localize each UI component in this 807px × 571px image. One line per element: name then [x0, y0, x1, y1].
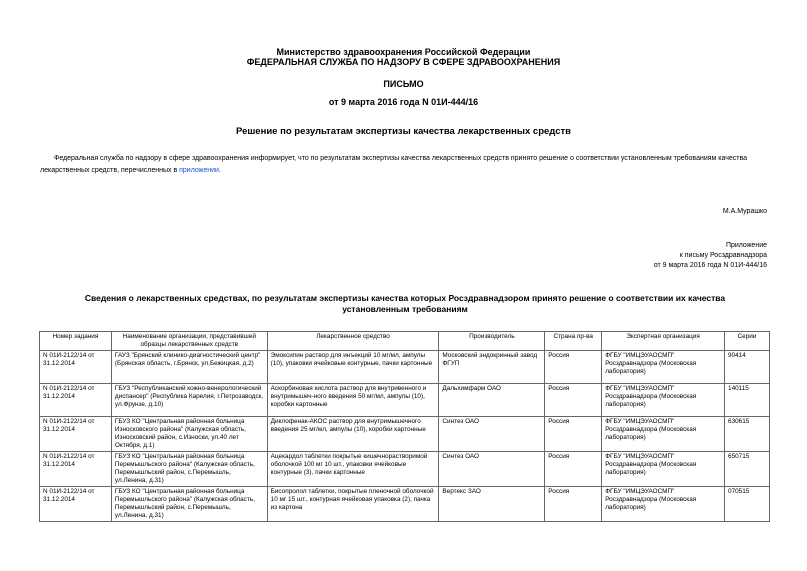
- cell-manufacturer: Московский эндокринный завод ФГУП: [439, 351, 545, 384]
- cell-medicine: Ацекардол таблетки покрытые кишечнорастворимой оболочкой 100 мг 10 шт., упаковки ячейковые контурные (3), пачки картонные: [267, 452, 439, 487]
- cell-series: 630615: [725, 417, 770, 452]
- body-paragraph: [40, 153, 770, 177]
- cell-expert-org: ФГБУ "ИМЦЭУАОСМП" Росздравнадзора (Московская лаборатория): [602, 351, 725, 384]
- cell-organization: ГБУЗ КО "Центральная районная больница Износковского района" (Калужская область, Износковский район, с.Износки, ул.40 лет Октября, д.1): [111, 417, 267, 452]
- cell-manufacturer: Синтез ОАО: [439, 417, 545, 452]
- appendix-line3: от 9 марта 2016 года N 01И-444/16: [653, 262, 767, 269]
- table-title: Сведения о лекарственных средствах, по результатам экспертизы качества которых Росздравнадзором принято решение о соответствии их качества установленным требованиям: [84, 293, 726, 314]
- appendix-line1: Приложение: [725, 242, 767, 249]
- signature: М.А.Мурашко: [722, 208, 767, 215]
- cell-expert-org: ФГБУ "ИМЦЭУАОСМП" Росздравнадзора (Московская лаборатория): [602, 487, 725, 522]
- table-row: [40, 487, 770, 522]
- body-end: .: [218, 167, 221, 174]
- cell-medicine: Эмоксипин раствор для инъекций 10 мг/мл, ампулы (10), упаковки ячейковые контурные, пачки картонные: [267, 351, 439, 384]
- cell-country: Россия: [545, 351, 602, 384]
- cell-organization: ГБУЗ КО "Центральная районная больница Перемышльского района" (Калужская область, Перемышльский район, с.Перемышль, ул.Ленина, д.31): [111, 452, 267, 487]
- cell-task-number: N 01И-2122/14 от 31.12.2014: [40, 351, 112, 384]
- cell-manufacturer: Дальхимфарм ОАО: [439, 384, 545, 417]
- cell-task-number: N 01И-2122/14 от 31.12.2014: [40, 452, 112, 487]
- cell-medicine: Бисопролол таблетки, покрытые пленочной оболочкой 10 мг 15 шт., контурная ячейковая упаковка (2), пачка из картона: [267, 487, 439, 522]
- doc-date: от 9 марта 2016 года N 01И-444/16: [328, 97, 479, 107]
- table-row: [40, 384, 770, 417]
- cell-series: 650715: [725, 452, 770, 487]
- cell-country: Россия: [545, 487, 602, 522]
- doc-subject: Решение по результатам экспертизы качества лекарственных средств: [236, 126, 571, 137]
- header-cell: Экспертная организация: [602, 332, 725, 351]
- cell-expert-org: ФГБУ "ИМЦЭУАОСМП" Росздравнадзора (Московская лаборатория): [602, 417, 725, 452]
- appendix-line2: к письму Росздравнадзора: [679, 252, 767, 259]
- service-title: ФЕДЕРАЛЬНАЯ СЛУЖБА ПО НАДЗОРУ В СФЕРЕ ЗДРАВООХРАНЕНИЯ: [246, 57, 561, 67]
- medicines-table: [39, 331, 770, 522]
- table-row: [40, 351, 770, 384]
- cell-series: 90414: [725, 351, 770, 384]
- cell-medicine: Диклофенак-АКОС раствор для внутримышечного введения 25 мг/мл, ампулы (10), коробки картонные: [267, 417, 439, 452]
- cell-manufacturer: Вертекс ЗАО: [439, 487, 545, 522]
- body-text: Федеральная служба по надзору в сфере здравоохранения информирует, что по результатам экспертизы качества лекарственных средств принято решение о соответствии установленным требованиям качества лекарственных средств, перечисленных в: [40, 155, 748, 174]
- table-row: [40, 417, 770, 452]
- cell-expert-org: ФГБУ "ИМЦЭУАОСМП" Росздравнадзора (Московская лаборатория): [602, 384, 725, 417]
- header-cell: Лекарственное средство: [267, 332, 439, 351]
- cell-country: Россия: [545, 452, 602, 487]
- header-cell: Производитель: [439, 332, 545, 351]
- appendix-block: [654, 241, 767, 271]
- cell-medicine: Аскорбиновая кислота раствор для внутривенного и внутримышеч-ного введения 50 мг/мл, ампулы (10), коробки картонные: [267, 384, 439, 417]
- table-header-row: [40, 332, 770, 351]
- header-cell: Страна пр-ва: [545, 332, 602, 351]
- header-cell: Номер задания: [40, 332, 112, 351]
- header-cell: Серии: [725, 332, 770, 351]
- cell-country: Россия: [545, 384, 602, 417]
- header-cell: Наименование организации, представившей образцы лекарственных средств: [111, 332, 267, 351]
- cell-series: 140115: [725, 384, 770, 417]
- doc-type: ПИСЬМО: [383, 79, 424, 89]
- appendix-link[interactable]: приложении: [179, 167, 219, 174]
- cell-expert-org: ФГБУ "ИМЦЭУАОСМП" Росздравнадзора (Московская лаборатория): [602, 452, 725, 487]
- cell-task-number: N 01И-2122/14 от 31.12.2014: [40, 384, 112, 417]
- cell-country: Россия: [545, 417, 602, 452]
- cell-task-number: N 01И-2122/14 от 31.12.2014: [40, 487, 112, 522]
- cell-task-number: N 01И-2122/14 от 31.12.2014: [40, 417, 112, 452]
- cell-organization: ГБУЗ КО "Центральная районная больница Перемышльского района" (Калужская область, Перемышльский район, с.Перемышль, ул.Ленина, д.31): [111, 487, 267, 522]
- table-row: [40, 452, 770, 487]
- ministry-title: Министерство здравоохранения Российской Федерации: [276, 47, 531, 57]
- cell-organization: ГБУЗ "Республиканский кожно-венерологический диспансер" (Республика Карелия, г.Петрозаводск, ул.Фрунзе, д.10): [111, 384, 267, 417]
- cell-organization: ГАУЗ "Брянский клинико-диагностический центр"(Брянская область, г.Брянск, ул.Бежицкая, д.2): [111, 351, 267, 384]
- cell-manufacturer: Синтез ОАО: [439, 452, 545, 487]
- cell-series: 070515: [725, 487, 770, 522]
